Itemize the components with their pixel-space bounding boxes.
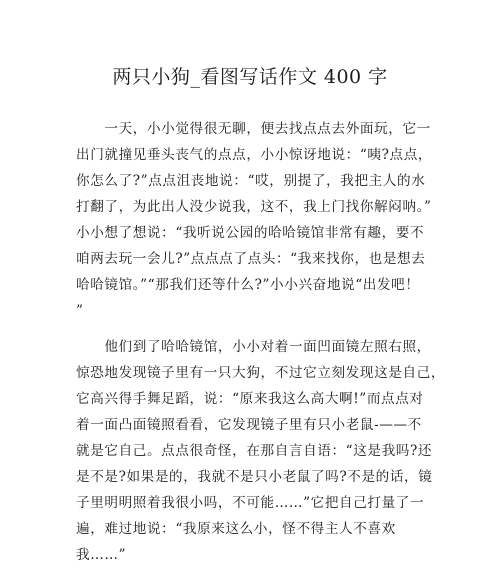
text-line: 就是它自己。点点很奇怪，在那自言自语：“这是我吗?还 <box>76 443 433 459</box>
text-line: 打翻了，为此出人没少说我，这不，我上门找你解闷呐。” <box>76 199 432 215</box>
paragraph-1 <box>76 116 433 324</box>
text-line: 它高兴得手舞足蹈，说：“原来我这么高大啊!”而点点对 <box>76 391 424 407</box>
text-line: 出门就撞见垂头丧气的点点，小小惊讶地说：“咦?点点， <box>76 147 433 163</box>
essay-body <box>76 116 446 568</box>
text-line: 遍，难过地说：“我原来这么小，怪不得主人不喜欢 <box>76 521 396 537</box>
text-line: 子里明明照着我很小吗，不可能……”它把自己打量了一 <box>76 495 425 511</box>
text-line: 我……” <box>76 547 127 563</box>
text-line: 你怎么了?”点点沮丧地说：“哎，别提了，我把主人的水 <box>76 173 426 189</box>
text-line: ” <box>76 303 84 319</box>
text-line: 惊恐地发现镜子里有一只大狗，不过它立刻发现这是自己， <box>76 365 446 381</box>
page-title: 两只小狗_看图写话作文 400 字 <box>112 66 388 88</box>
paragraph-2 <box>76 334 446 568</box>
text-line: 小小想了想说：“我听说公园的哈哈镜馆非常有趣，要不 <box>76 225 425 241</box>
text-line: 是不是?如果是的，我就不是只小老鼠了吗?不是的话，镜 <box>76 469 433 485</box>
text-line: 他们到了哈哈镜馆，小小对着一面凹面镜左照右照， <box>76 339 431 355</box>
paragraph-gap <box>76 324 428 334</box>
text-line: 着一面凸面镜照看看，它发现镜子里有只小老鼠-——不 <box>76 417 422 433</box>
text-line: 一天，小小觉得很无聊，便去找点点去外面玩，它一 <box>76 121 431 137</box>
text-line: 哈哈镜馆。”“那我们还等什么?”小小兴奋地说“出发吧！ <box>76 277 420 293</box>
text-line: 咱两去玩一会儿?”点点点了点头：“我来找你，也是想去 <box>76 251 426 267</box>
